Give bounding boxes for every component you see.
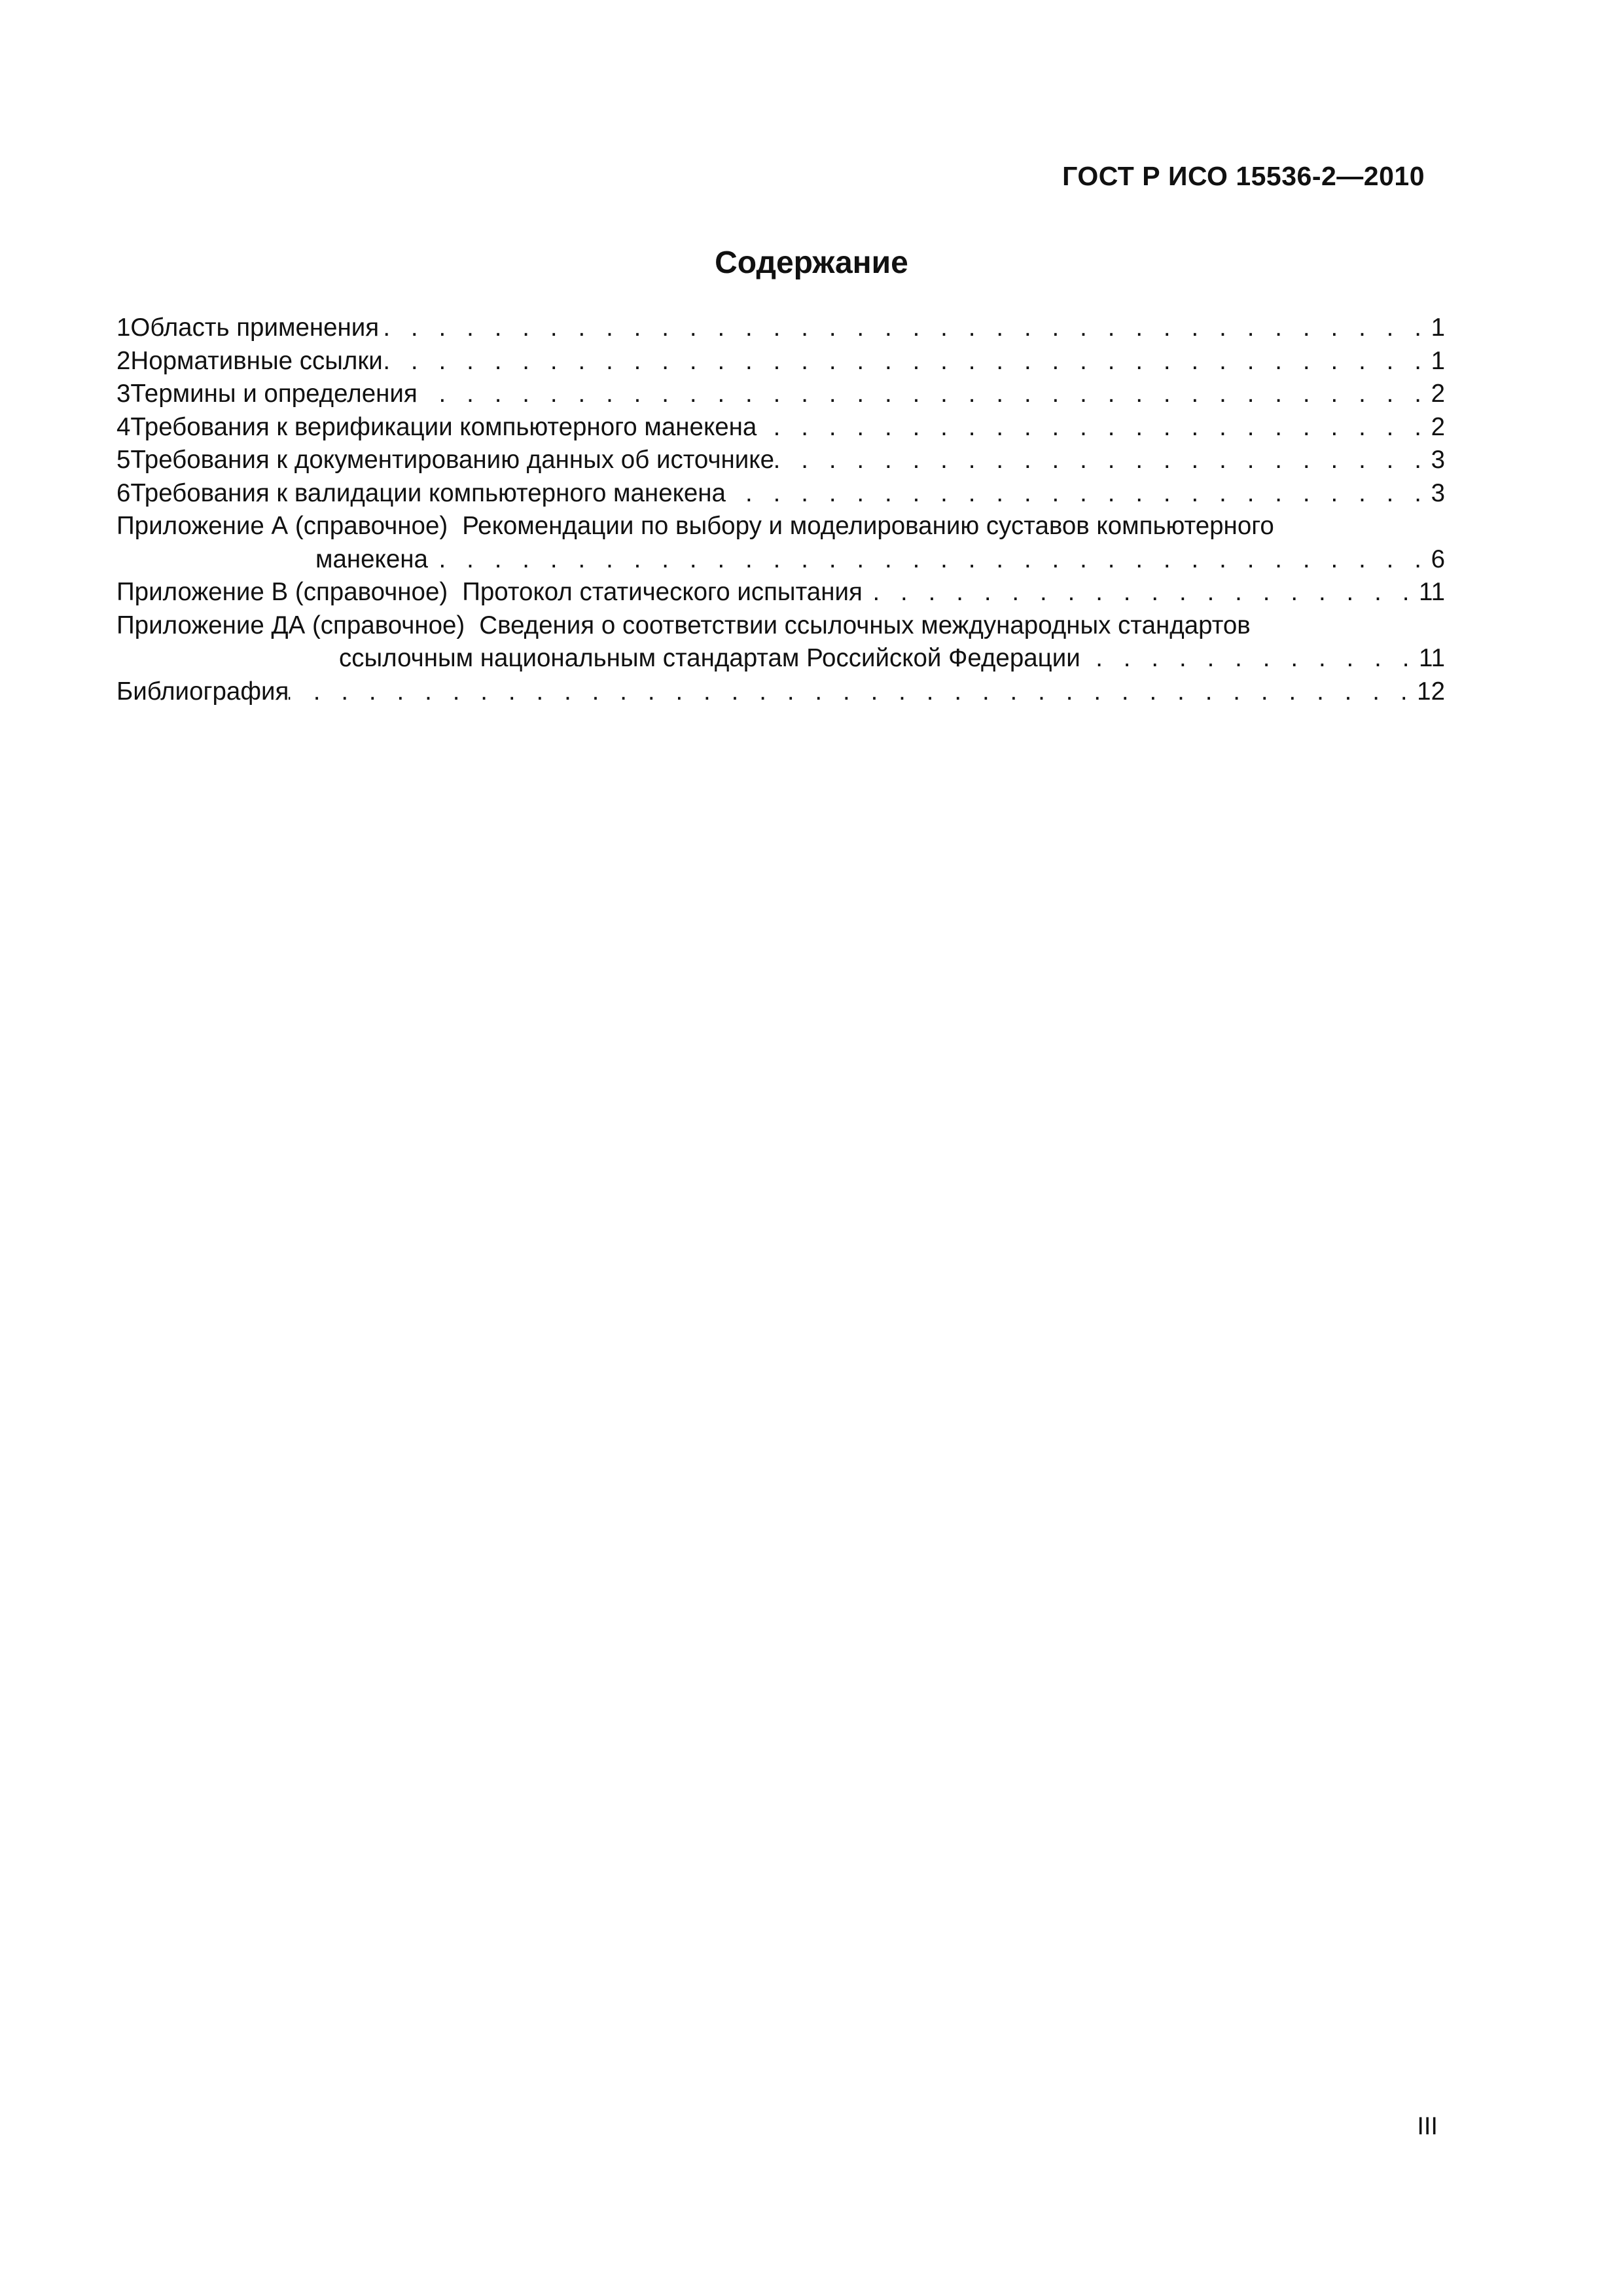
toc-entry-4[interactable]	[116, 411, 1445, 444]
toc-entry-appendix-a-continuation	[116, 543, 1445, 577]
page-number: III	[1417, 2113, 1438, 2140]
toc-entry-appendix-a[interactable]	[116, 510, 1445, 576]
appendix-title-continuation: манекена	[315, 545, 428, 573]
toc-entry-number: 5	[116, 446, 131, 474]
document-code: ГОСТ Р ИСО 15536-2—2010	[1062, 161, 1425, 191]
toc-entry-number: 4	[116, 412, 131, 441]
toc-entry-number: 3	[116, 380, 131, 408]
dot-leader	[428, 543, 1431, 577]
toc-entry-bibliography[interactable]	[116, 675, 1445, 709]
toc-entry-label: Требования к документированию данных об источнике	[130, 446, 774, 474]
toc-entry-page: 3	[1431, 478, 1445, 507]
toc-entry-page: 11	[1419, 578, 1445, 606]
toc-entry-5[interactable]	[116, 444, 1445, 477]
appendix-kind: Приложение В (справочное)	[116, 578, 448, 606]
appendix-title-continuation: ссылочным национальным стандартам Российской Федерации	[339, 644, 1080, 672]
toc-entry-page: 2	[1431, 412, 1445, 441]
table-of-contents	[116, 312, 1445, 708]
toc-entry-page: 11	[1419, 644, 1445, 672]
toc-entry-number: 2	[116, 346, 131, 375]
appendix-kind: Приложение А (справочное)	[116, 512, 448, 540]
toc-entry-2[interactable]	[116, 345, 1445, 378]
toc-entry-page: 3	[1431, 446, 1445, 474]
appendix-title: Рекомендации по выбору и моделированию суставов компьютерного	[462, 512, 1274, 540]
toc-entry-label: Нормативные ссылки	[130, 346, 383, 375]
toc-entry-page: 1	[1431, 314, 1445, 342]
toc-entry-page: 1	[1431, 346, 1445, 375]
toc-entry-appendix-da-heading	[116, 609, 1445, 643]
dot-leader	[726, 477, 1431, 511]
toc-entry-number: 6	[116, 478, 131, 507]
toc-entry-page: 12	[1417, 677, 1445, 706]
toc-entry-appendix-da[interactable]	[116, 609, 1445, 675]
appendix-kind: Приложение ДА (справочное)	[116, 611, 465, 639]
toc-entry-appendix-b[interactable]	[116, 576, 1445, 609]
toc-entry-appendix-da-continuation	[116, 642, 1445, 675]
toc-title: Содержание	[715, 245, 908, 280]
toc-entry-6[interactable]	[116, 477, 1445, 511]
toc-entry-appendix-a-heading	[116, 510, 1445, 543]
toc-entry-label: Библиография	[116, 677, 289, 706]
dot-leader	[863, 576, 1419, 609]
toc-entry-label: Термины и определения	[130, 380, 418, 408]
toc-entry-label: Требования к верификации компьютерного манекена	[130, 412, 757, 441]
appendix-title: Протокол статического испытания	[462, 578, 863, 606]
dot-leader	[757, 411, 1431, 444]
dot-leader	[1080, 642, 1419, 675]
appendix-title: Сведения о соответствии ссылочных международных стандартов	[479, 611, 1251, 639]
dot-leader	[418, 378, 1431, 411]
dot-leader	[379, 312, 1431, 345]
toc-entry-page: 2	[1431, 380, 1445, 408]
dot-leader	[774, 444, 1431, 477]
toc-entry-3[interactable]	[116, 378, 1445, 411]
dot-leader	[289, 675, 1417, 709]
toc-entry-label: Требования к валидации компьютерного манекена	[130, 478, 726, 507]
toc-entry-1[interactable]	[116, 312, 1445, 345]
toc-entry-page: 6	[1431, 545, 1445, 573]
toc-entry-label: Область применения	[130, 314, 380, 342]
dot-leader	[383, 345, 1431, 378]
toc-entry-number: 1	[116, 314, 131, 342]
